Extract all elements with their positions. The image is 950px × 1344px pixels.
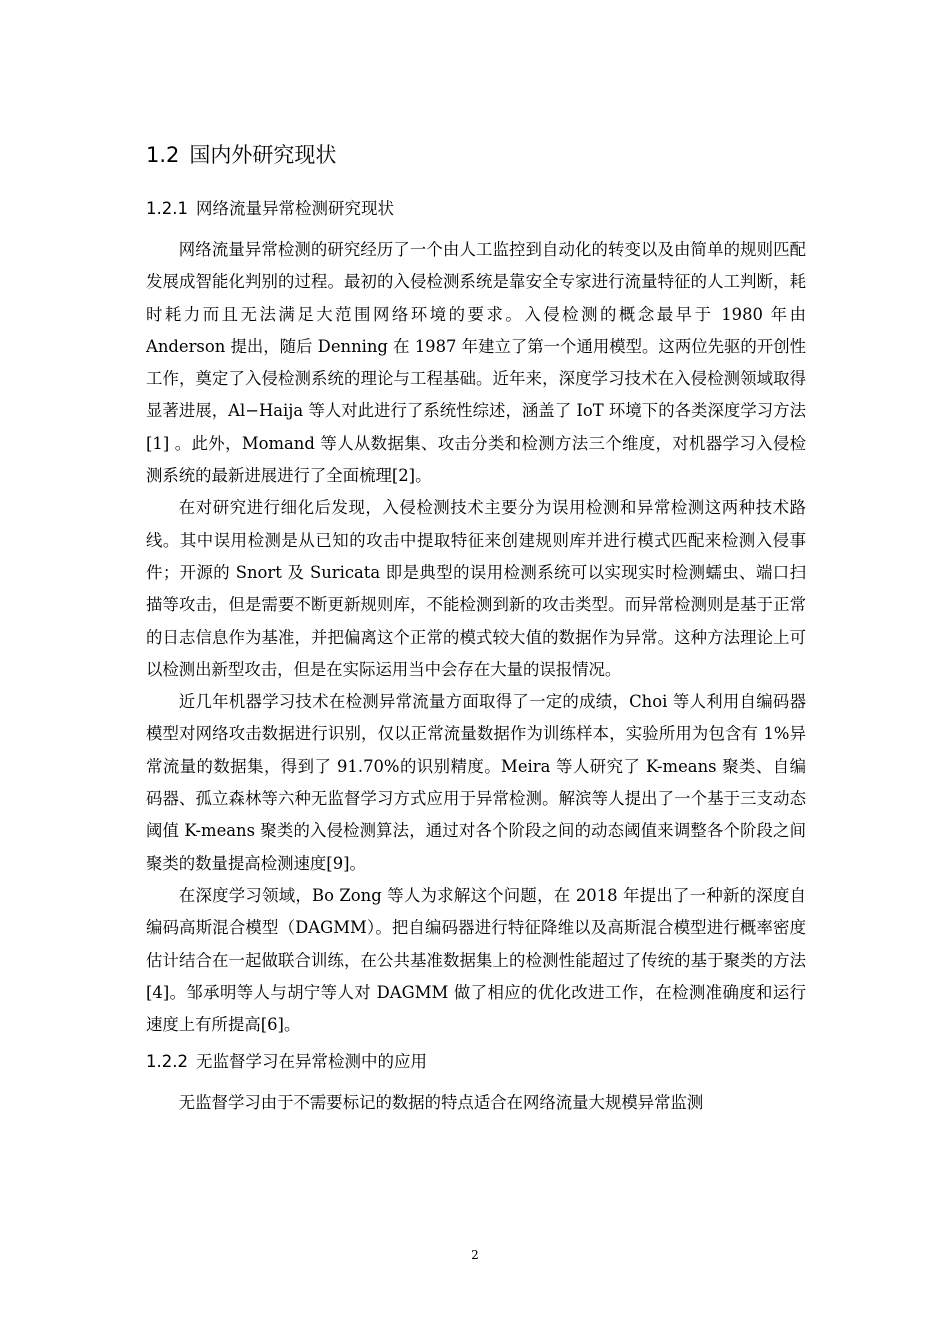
subsection-number: 1.2.1	[146, 199, 188, 218]
paragraph: 近几年机器学习技术在检测异常流量方面取得了一定的成绩，Choi 等人利用自编码器模型对网络攻击数据进行识别，仅以正常流量数据作为训练样本，实验所用为包含有 1%异常流量的数据集，得到了 91.70%的识别精度。Meira 等人研究了 K-means 聚类、自编码器、孤立森林等六种无监督学习方式应用于异常检测。解滨等人提出了一个基于三支动态阈值 K-means 聚类的入侵检测算法，通过对各个阶段之间的动态阈值来调整各个阶段之间聚类的数量提高检测速度[9]。	[146, 692, 806, 873]
subsection-title: 网络流量异常检测研究现状	[195, 199, 394, 218]
paragraph: 网络流量异常检测的研究经历了一个由人工监控到自动化的转变以及由简单的规则匹配发展成智能化判别的过程。最初的入侵检测系统是靠安全专家进行流量特征的人工判断，耗时耗力而且无法满足大范围网络环境的要求。入侵检测的概念最早于 1980 年由 Anderson 提出，随后 Denning 在 1987 年建立了第一个通用模型。这两位先驱的开创性工作，奠定了入侵检测系统的理论与工程基础。近年来，深度学习技术在入侵检测领域取得显著进展，Al−Haija 等人对此进行了系统性综述，涵盖了 IoT 环境下的各类深度学习方法[1] 。此外，Momand 等人从数据集、攻击分类和检测方法三个维度，对机器学习入侵检测系统的最新进展进行了全面梳理[2]。	[146, 240, 806, 486]
subsection-heading-1-2-2	[146, 1047, 806, 1077]
section-title: 国内外研究现状	[189, 143, 337, 167]
page-number: 2	[471, 1248, 479, 1262]
subsection-title: 无监督学习在异常检测中的应用	[195, 1052, 427, 1072]
subsection-heading-1-2-1	[146, 194, 806, 224]
subsection-number: 1.2.2	[146, 1052, 188, 1072]
section-heading	[146, 138, 806, 172]
section-number: 1.2	[146, 143, 180, 167]
paragraph: 无监督学习由于不需要标记的数据的特点适合在网络流量大规模异常监测	[178, 1093, 704, 1113]
paragraph: 在深度学习领域，Bo Zong 等人为求解这个问题，在 2018 年提出了一种新的深度自编码高斯混合模型（DAGMM）。把自编码器进行特征降维以及高斯混合模型进行概率密度估计结合在一起做联合训练，在公共基准数据集上的检测性能超过了传统的基于聚类的方法[4]。邹承明等人与胡宁等人对 DAGMM 做了相应的优化改进工作，在检测准确度和运行速度上有所提高[6]。	[146, 885, 806, 1035]
page-content	[146, 138, 806, 1120]
paragraph: 在对研究进行细化后发现，入侵检测技术主要分为误用检测和异常检测这两种技术路线。其中误用检测是从已知的攻击中提取特征来创建规则库并进行模式匹配来检测入侵事件；开源的 Snort 及 Suricata 即是典型的误用检测系统可以实现实时检测蠕虫、端口扫描等攻击，但是需要不断更新规则库，不能检测到新的攻击类型。而异常检测则是基于正常的日志信息作为基准，并把偏离这个正常的模式较大值的数据作为异常。这种方法理论上可以检测出新型攻击，但是在实际运用当中会存在大量的误报情况。	[146, 498, 806, 679]
